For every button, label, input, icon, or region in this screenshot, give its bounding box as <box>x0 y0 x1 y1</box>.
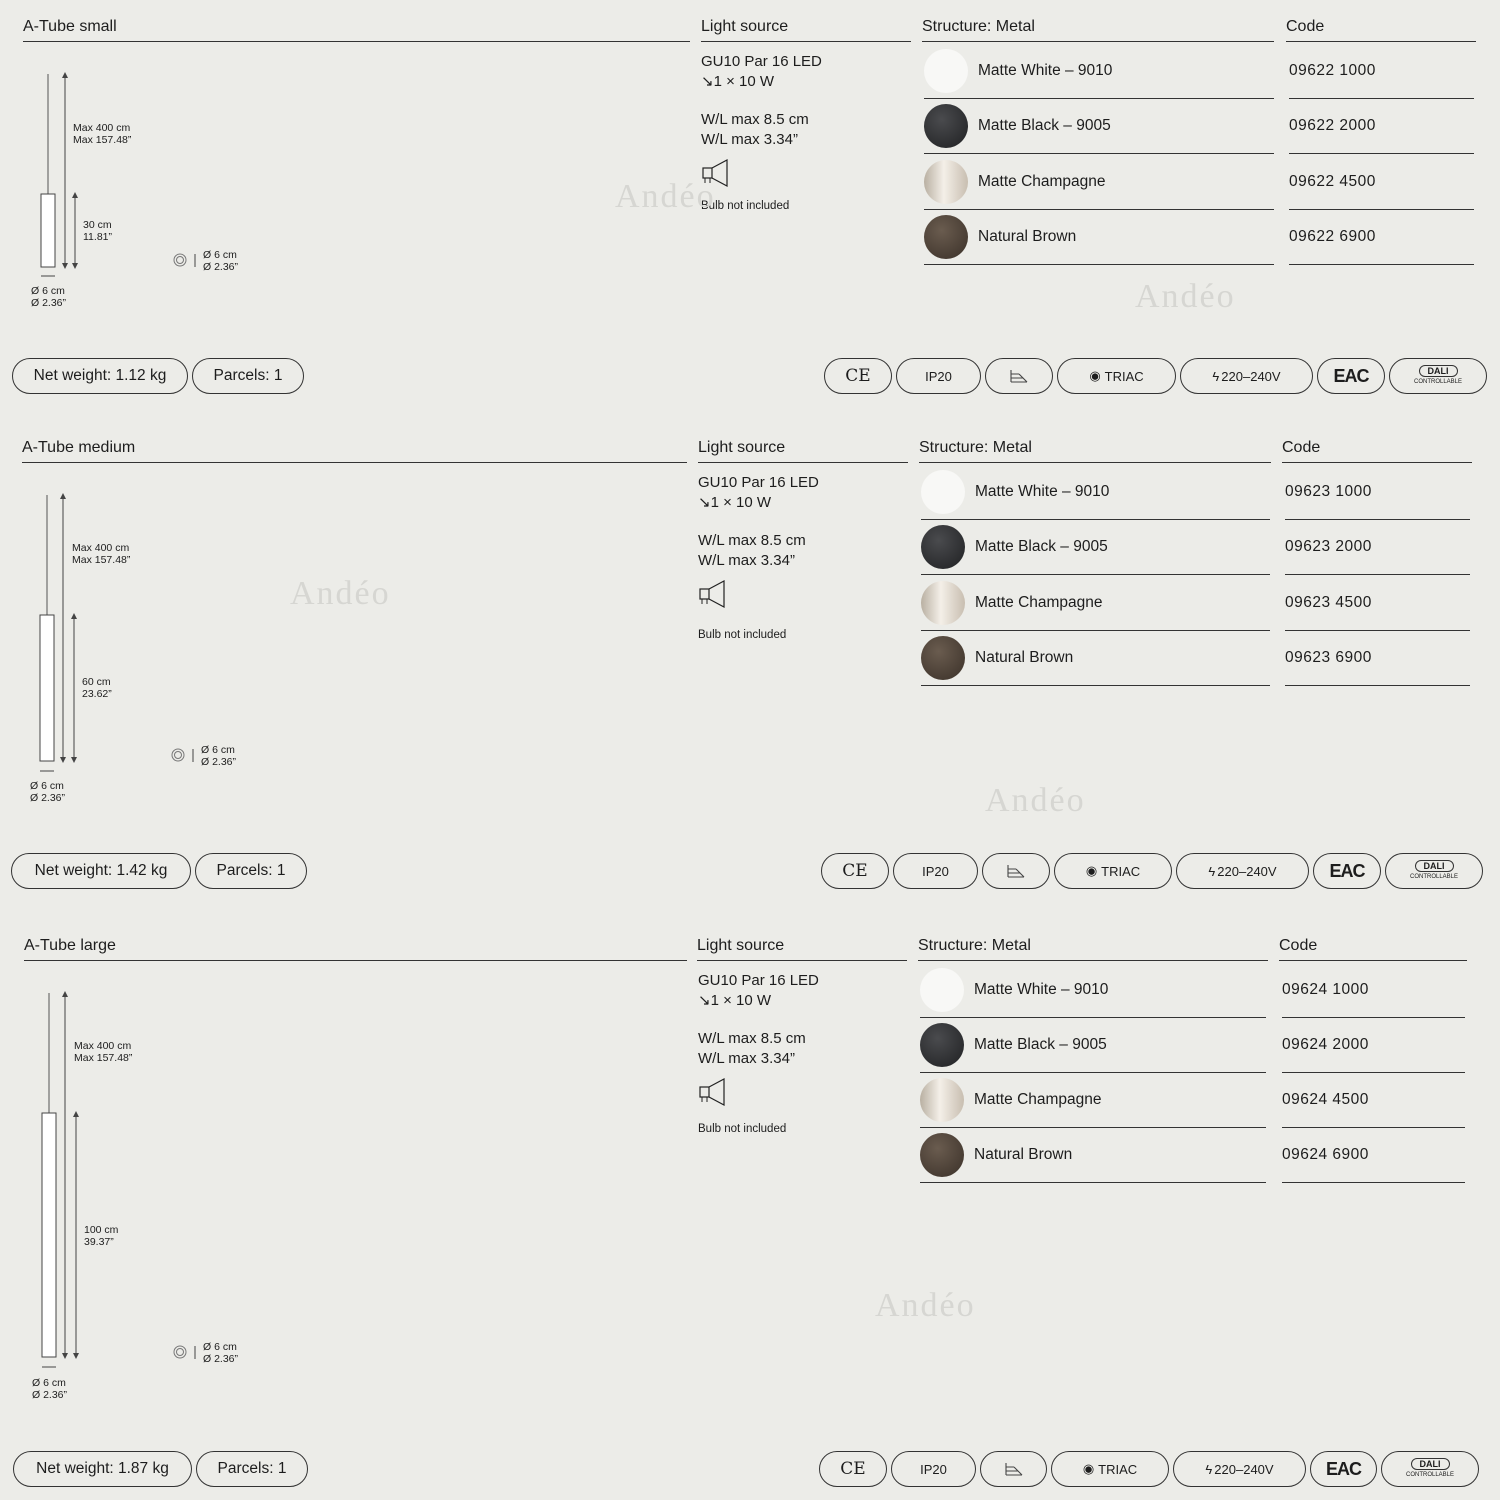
finish-name: Matte Champagne <box>974 1091 1102 1108</box>
ip-rating-badge <box>896 358 981 394</box>
code-row <box>1289 44 1474 99</box>
ce-label: CE <box>840 1459 866 1479</box>
flat-surface-icon <box>985 358 1053 394</box>
bulb-note: Bulb not included <box>698 1123 787 1135</box>
finish-name: Matte White – 9010 <box>975 483 1110 500</box>
light-source-header: Light source <box>697 937 907 961</box>
watermark: Andéo <box>1135 278 1236 315</box>
body-height-in: 23.62” <box>82 688 112 700</box>
product-code: 09622 4500 <box>1289 173 1376 190</box>
canopy-diameter-cm: Ø 6 cm <box>201 744 235 756</box>
finish-row <box>924 155 1274 210</box>
body-height-in: 39.37” <box>84 1236 114 1248</box>
product-code: 09624 1000 <box>1282 981 1369 998</box>
swatch-natural-brown <box>924 215 968 259</box>
code-row <box>1285 465 1470 520</box>
dali-label: DALI <box>1411 1458 1450 1470</box>
finish-row <box>921 631 1270 686</box>
dali-badge <box>1389 358 1487 394</box>
bulb-type: GU10 Par 16 LED <box>698 972 819 989</box>
finish-row <box>921 465 1270 520</box>
code-header: Code <box>1282 439 1472 463</box>
max-length-cm: Max 400 cm <box>72 542 130 554</box>
finish-name: Natural Brown <box>978 228 1077 245</box>
finish-name: Matte Black – 9005 <box>975 538 1108 555</box>
triac-label: TRIAC <box>1098 1461 1138 1477</box>
max-length-cm: Max 400 cm <box>74 1040 132 1052</box>
wl-max-cm: W/L max 8.5 cm <box>698 1030 806 1047</box>
product-code: 09623 1000 <box>1285 483 1372 500</box>
dali-label: DALI <box>1415 860 1454 872</box>
ce-label: CE <box>845 366 871 386</box>
ce-badge <box>821 853 889 889</box>
finish-name: Matte Black – 9005 <box>974 1036 1107 1053</box>
watermark: Andéo <box>615 178 716 215</box>
eac-label: EAC <box>1333 365 1369 386</box>
light-source-block <box>701 52 822 216</box>
code-row <box>1289 155 1474 210</box>
finish-row <box>920 1018 1266 1073</box>
dali-sub-label: CONTROLLABLE <box>1405 1472 1454 1478</box>
triac-badge <box>1051 1451 1169 1487</box>
diameter-cm: Ø 6 cm <box>32 1377 66 1389</box>
product-title: A-Tube large <box>24 937 687 961</box>
product-section-large <box>0 919 1500 1499</box>
ip-rating-badge <box>891 1451 976 1487</box>
flat-surface-icon <box>982 853 1050 889</box>
dimmer-icon: ◉ <box>1089 368 1101 383</box>
eac-label: EAC <box>1329 860 1365 881</box>
light-source-header: Light source <box>701 18 911 42</box>
triac-label: TRIAC <box>1101 863 1141 879</box>
code-row <box>1282 1073 1465 1128</box>
bulb-icon <box>698 579 730 609</box>
voltage-badge <box>1173 1451 1306 1487</box>
parcels-badge: Parcels: 1 <box>195 853 307 889</box>
eac-badge <box>1310 1451 1377 1487</box>
dimmer-icon: ◉ <box>1082 1461 1095 1476</box>
ip-rating-label: IP20 <box>920 1461 947 1477</box>
wattage: ↘1 × 10 W <box>698 992 772 1009</box>
finish-row <box>921 520 1270 575</box>
triac-label: TRIAC <box>1104 368 1144 384</box>
code-row <box>1289 210 1474 265</box>
diameter-cm: Ø 6 cm <box>30 780 64 792</box>
product-code: 09624 6900 <box>1282 1146 1369 1163</box>
ip-rating-badge <box>893 853 978 889</box>
product-code: 09623 4500 <box>1285 594 1372 611</box>
ce-label: CE <box>842 861 868 881</box>
lightning-icon: ϟ <box>1212 368 1220 384</box>
bulb-icon <box>698 1077 730 1107</box>
structure-header: Structure: Metal <box>922 18 1274 42</box>
code-row <box>1282 1018 1465 1073</box>
net-weight-badge: Net weight: 1.42 kg <box>11 853 191 889</box>
body-height-cm: 100 cm <box>84 1224 119 1236</box>
voltage-label: 220–240V <box>1217 863 1277 879</box>
swatch-matte-black <box>924 104 968 148</box>
parcels-badge: Parcels: 1 <box>196 1451 308 1487</box>
product-title: A-Tube small <box>23 18 690 42</box>
ip-rating-label: IP20 <box>925 368 952 384</box>
net-weight-badge: Net weight: 1.12 kg <box>12 358 188 394</box>
body-height-cm: 60 cm <box>82 676 111 688</box>
ce-badge <box>824 358 892 394</box>
code-row <box>1282 963 1465 1018</box>
lightning-icon: ϟ <box>1205 1461 1213 1477</box>
max-length-cm: Max 400 cm <box>73 122 131 134</box>
code-row <box>1289 99 1474 154</box>
canopy-diameter-cm: Ø 6 cm <box>203 249 237 261</box>
canopy-diameter-in: Ø 2.36” <box>203 261 239 273</box>
product-code: 09623 2000 <box>1285 538 1372 555</box>
max-length-in: Max 157.48” <box>73 134 132 146</box>
voltage-label: 220–240V <box>1214 1461 1274 1477</box>
ce-badge <box>819 1451 887 1487</box>
canopy-diameter-in: Ø 2.36” <box>203 1353 239 1365</box>
eac-label: EAC <box>1325 1458 1361 1479</box>
swatch-natural-brown <box>920 1133 964 1177</box>
swatch-matte-black <box>920 1023 964 1067</box>
dali-badge <box>1385 853 1483 889</box>
triac-badge <box>1057 358 1176 394</box>
canopy-diameter-cm: Ø 6 cm <box>203 1341 237 1353</box>
code-row <box>1285 631 1470 686</box>
swatch-natural-brown <box>921 636 965 680</box>
diameter-cm: Ø 6 cm <box>31 285 65 297</box>
wl-max-in: W/L max 3.34” <box>698 552 795 569</box>
swatch-matte-champagne <box>920 1078 964 1122</box>
finish-row <box>920 963 1266 1018</box>
light-source-block <box>698 971 819 1139</box>
finish-name: Matte White – 9010 <box>978 62 1113 79</box>
code-header: Code <box>1286 18 1476 42</box>
voltage-badge <box>1176 853 1309 889</box>
structure-header: Structure: Metal <box>918 937 1268 961</box>
wl-max-cm: W/L max 8.5 cm <box>701 111 809 128</box>
voltage-badge <box>1180 358 1313 394</box>
dali-sub-label: CONTROLLABLE <box>1409 874 1458 880</box>
bulb-note: Bulb not included <box>701 200 790 212</box>
wl-max-cm: W/L max 8.5 cm <box>698 532 806 549</box>
voltage-label: 220–240V <box>1221 368 1281 384</box>
finish-name: Natural Brown <box>975 649 1074 666</box>
diameter-in: Ø 2.36” <box>31 297 67 309</box>
swatch-matte-white <box>920 968 964 1012</box>
dimmer-icon: ◉ <box>1085 863 1098 878</box>
flat-surface-icon <box>980 1451 1047 1487</box>
wattage: ↘1 × 10 W <box>698 494 772 511</box>
product-section-small <box>0 0 1500 420</box>
product-code: 09624 2000 <box>1282 1036 1369 1053</box>
body-height-in: 11.81” <box>83 231 112 243</box>
swatch-matte-champagne <box>924 160 968 204</box>
product-code: 09624 4500 <box>1282 1091 1369 1108</box>
product-code: 09622 2000 <box>1289 117 1376 134</box>
swatch-matte-white <box>921 470 965 514</box>
wl-max-in: W/L max 3.34” <box>701 131 798 148</box>
diameter-in: Ø 2.36” <box>30 792 66 804</box>
net-weight-badge: Net weight: 1.87 kg <box>13 1451 192 1487</box>
product-code: 09622 1000 <box>1289 62 1376 79</box>
swatch-matte-white <box>924 49 968 93</box>
finish-name: Matte Champagne <box>975 594 1103 611</box>
finish-row <box>924 44 1274 99</box>
body-height-cm: 30 cm <box>83 219 112 231</box>
triac-badge <box>1054 853 1172 889</box>
code-header: Code <box>1279 937 1467 961</box>
light-source-block <box>698 473 819 645</box>
canopy-diameter-in: Ø 2.36” <box>201 756 237 768</box>
parcels-badge: Parcels: 1 <box>192 358 304 394</box>
light-source-header: Light source <box>698 439 908 463</box>
finish-name: Matte Champagne <box>978 173 1106 190</box>
bulb-note: Bulb not included <box>698 629 787 641</box>
bulb-type: GU10 Par 16 LED <box>698 474 819 491</box>
code-row <box>1285 520 1470 575</box>
product-section-medium <box>0 421 1500 916</box>
finish-row <box>920 1073 1266 1128</box>
code-row <box>1285 576 1470 631</box>
product-code: 09623 6900 <box>1285 649 1372 666</box>
watermark: Andéo <box>875 1287 976 1324</box>
swatch-matte-black <box>921 525 965 569</box>
finish-row <box>921 576 1270 631</box>
max-length-in: Max 157.48” <box>72 554 131 566</box>
wattage: ↘1 × 10 W <box>701 73 775 90</box>
watermark: Andéo <box>985 782 1086 819</box>
wl-max-in: W/L max 3.34” <box>698 1050 795 1067</box>
lightning-icon: ϟ <box>1208 863 1216 879</box>
dali-badge <box>1381 1451 1479 1487</box>
structure-header: Structure: Metal <box>919 439 1271 463</box>
watermark: Andéo <box>290 575 391 612</box>
finish-row <box>924 210 1274 265</box>
diameter-in: Ø 2.36” <box>32 1389 68 1401</box>
ip-rating-label: IP20 <box>922 863 949 879</box>
dali-sub-label: CONTROLLABLE <box>1413 379 1462 385</box>
product-title: A-Tube medium <box>22 439 687 463</box>
code-row <box>1282 1128 1465 1183</box>
finish-row <box>920 1128 1266 1183</box>
finish-name: Natural Brown <box>974 1146 1073 1163</box>
swatch-matte-champagne <box>921 581 965 625</box>
eac-badge <box>1317 358 1385 394</box>
eac-badge <box>1313 853 1381 889</box>
max-length-in: Max 157.48” <box>74 1052 133 1064</box>
finish-row <box>924 99 1274 154</box>
bulb-type: GU10 Par 16 LED <box>701 53 822 70</box>
finish-name: Matte White – 9010 <box>974 981 1109 998</box>
finish-name: Matte Black – 9005 <box>978 117 1111 134</box>
product-code: 09622 6900 <box>1289 228 1376 245</box>
lamp-dimension-drawing <box>0 919 260 1399</box>
dali-label: DALI <box>1419 365 1458 377</box>
